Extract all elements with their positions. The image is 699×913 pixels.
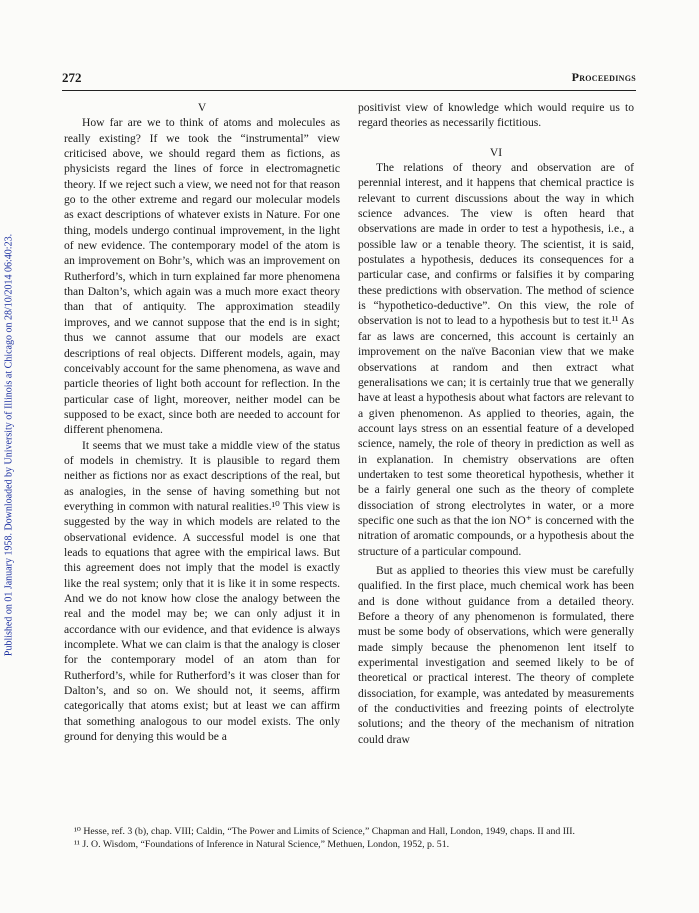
running-head: Proceedings	[571, 70, 636, 84]
footnote-10: ¹⁰ Hesse, ref. 3 (b), chap. VIII; Caldin, “The Power and Limits of Science,” Chapman and Hall, London, 1949, chaps. II and III.	[74, 826, 576, 837]
download-watermark-text: Published on 01 January 1958. Downloaded by University of Illinois at Chicago on 28/10/2014 06:40:23.	[3, 233, 15, 657]
paragraph: How far are we to think of atoms and molecules as really existing? If we took the “instrumental” view criticised above, we should regard them as fictions, as physicists regard the lines of force in electromagnetic theory. If we reject such a view, we need not for that reason go to the other extreme and regard our molecular models as exact descriptions of whatever exists in Nature. For one thing, models undergo continual improvement, in the light of new evidence. The contemporary model of the atom is an improvement on Bohr’s, which was an improvement on Rutherford’s, which in turn explained far more phenomena than Dalton’s, which again was a much more exact theory than that of antiquity. The approximation steadily improves, and we cannot suppose that the end is in sight; thus we cannot assume that our models are exact descriptions of real objects. Different models, again, may conceivably account for the same phenomena, as wave and particle theories of light both account for reflection. In the particular case of light, moreover, neither model can be supposed to be exact, since both are needed to account for different phenomena.	[64, 116, 340, 437]
paragraph: But as applied to theories this view must be carefully qualified. In the first place, much chemical work has been and is done without guidance from a detailed theory. Before a theory of any phenomenon is formulated, there must be some body of observations, which were generally made simply because the phenomenon lent itself to experimental investigation and seemed likely to be of theoretical or practical interest. The theory of complete dissociation, for example, was antedated by measurements of the conductivities and freezing points of electrolyte solutions; and the theory of the mechanism of nitration could draw	[358, 563, 634, 746]
download-watermark	[2, 120, 16, 770]
paragraph-continuation: positivist view of knowledge which would require us to regard theories as necessarily fictitious.	[358, 101, 634, 130]
section-heading-vi: VI	[489, 145, 503, 159]
left-column	[64, 100, 340, 744]
page-header	[62, 70, 636, 88]
footnotes	[62, 826, 636, 851]
section-heading-v: V	[197, 101, 207, 114]
footnote-11: ¹¹ J. O. Wisdom, “Foundations of Inference in Natural Science,” Methuen, London, 1952, p. 51.	[74, 838, 450, 850]
paragraph: The relations of theory and observation are of perennial interest, and it happens that chemical practice is relevant to current discussions about the way in which science advances. The view is often heard that observations are made in order to test a hypothesis, i.e., a possible law or a tenable theory. The scientist, it is said, postulates a hypothesis, deduces its consequences for a particular case, and confirms or falsifies it by comparing these predictions with observation. The method of science is “hypothetico-deductive”. On this view, the role of observation is not to lead to a hypothesis but to test it.¹¹ As far as laws are concerned, this account is certainly an improvement on the naïve Baconian view that we make observations at random and then extract what generalisations we can; it is certainly true that we generally have at least a hypothesis about what factors are relevant to a given phenomenon. As applied to theories, again, the account lays stress on an essential feature of a developed science, namely, the role of theory in prediction as well as in explanation. In chemistry observations are often undertaken to test some theoretical hypothesis, whether it be a fairly general one such as the theory of complete dissociation of strong electrolytes in water, or a more specific one such as that the ion NO⁺ is concerned with the nitration of aromatic compounds, or a hypothesis about the structure of a particular compound.	[358, 161, 634, 558]
paragraph: It seems that we must take a middle view of the status of models in chemistry. It is plausible to regard them neither as fictions nor as exact descriptions of the real, but as analogies, in the sense of having something but not everything in common with natural realities.¹⁰ This view is suggested by the way in which models are related to the observational evidence. A successful model is one that leads to equations that agree with the empirical laws. But this agreement does not imply that the model is exactly like the real system; only that it is like it in some respects. And we do not know how close the analogy between the real and the model may be; we can only adjust it in accordance with our evidence, and that evidence is always incomplete. What we can claim is that the analogy is closer for the contemporary model of an atom than for Rutherford’s, while for Rutherford’s it was closer than for Dalton’s, and so on. We should not, it seems, affirm categorically that atoms exist; but at least we can affirm that something analogous to our model exists. The only ground for denying this would be a	[64, 438, 340, 744]
right-column	[358, 100, 634, 747]
header-rule	[62, 90, 636, 91]
page-number: 272	[62, 70, 82, 85]
